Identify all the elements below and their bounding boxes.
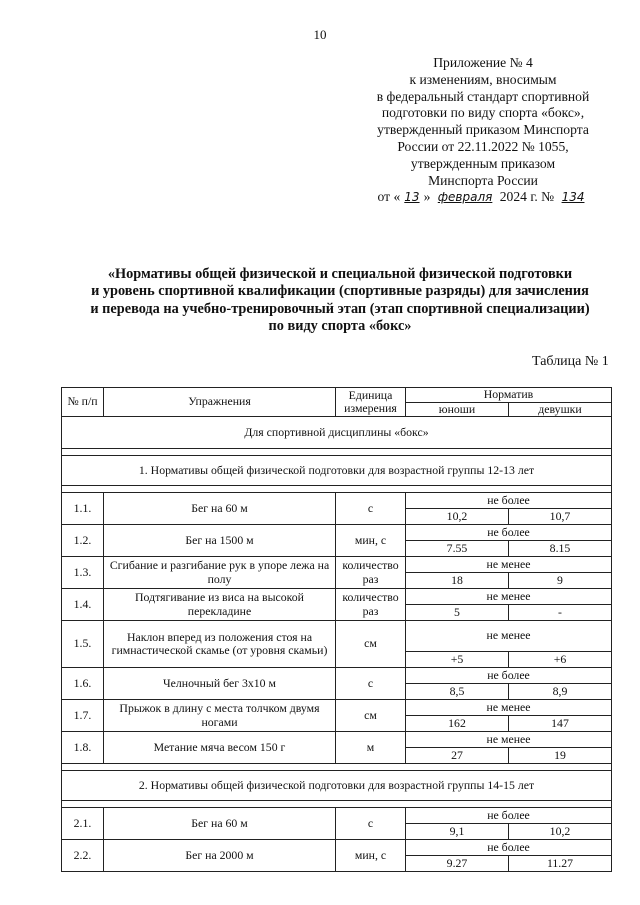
row-exercise: Прыжок в длину с места толчком двумя ногами: [104, 700, 336, 732]
spacer-cell: [62, 449, 612, 456]
row-boys-value: 162: [406, 716, 509, 732]
row-boys-value: 27: [406, 748, 509, 764]
row-girls-value: 8,9: [509, 684, 612, 700]
section-spacer: [62, 801, 612, 808]
row-condition: не менее: [406, 589, 612, 605]
spacer-cell: [62, 801, 612, 808]
row-girls-value: +6: [509, 652, 612, 668]
spacer-cell: [62, 764, 612, 771]
appendix-line: утвержденным приказом: [410, 155, 556, 171]
row-girls-value: 147: [509, 716, 612, 732]
row-girls-value: 9: [509, 573, 612, 589]
row-girls-value: 11.27: [509, 856, 612, 872]
title-line: и уровень спортивной квалификации (спортивные разряды) для зачисления: [91, 283, 589, 300]
table-row: [62, 668, 612, 684]
row-condition: не менее: [406, 621, 612, 652]
row-girls-value: 10,7: [509, 509, 612, 525]
row-number: 1.5.: [62, 621, 104, 668]
table-row: [62, 808, 612, 824]
appendix-line: в федеральный стандарт спортивной: [376, 88, 590, 104]
table-row: [62, 840, 612, 856]
row-exercise: Метание мяча весом 150 г: [104, 732, 336, 764]
row-exercise: Челночный бег 3x10 м: [104, 668, 336, 700]
section-title: 2. Нормативы общей физической подготовки для возрастной группы 14-15 лет: [62, 771, 612, 801]
row-unit: с: [336, 668, 406, 700]
row-girls-value: 8.15: [509, 541, 612, 557]
header-num: № п/п: [62, 388, 104, 417]
row-exercise: Бег на 2000 м: [104, 840, 336, 872]
discipline-title: Для спортивной дисциплины «бокс»: [62, 417, 612, 449]
table-row: [62, 557, 612, 573]
appendix-line: подготовки по виду спорта «бокс»,: [381, 105, 585, 121]
header-boys: юноши: [406, 402, 509, 417]
row-exercise: Наклон вперед из положения стоя на гимнастической скамье (от уровня скамьи): [104, 621, 336, 668]
appendix-line: Приложение № 4: [433, 55, 533, 70]
row-condition: не менее: [406, 700, 612, 716]
table-row: [62, 700, 612, 716]
row-unit: см: [336, 700, 406, 732]
table-row: [62, 621, 612, 652]
date-prefix: от «: [377, 189, 401, 205]
row-number: 2.2.: [62, 840, 104, 872]
date-mid: »: [423, 189, 431, 205]
appendix-line: утвержденный приказом Минспорта: [377, 122, 589, 138]
row-boys-value: 8,5: [406, 684, 509, 700]
row-boys-value: +5: [406, 652, 509, 668]
row-number: 1.8.: [62, 732, 104, 764]
row-number: 1.4.: [62, 589, 104, 621]
document-title: [60, 266, 620, 336]
appendix-line: России от 22.11.2022 № 1055,: [397, 138, 569, 154]
row-number: 1.3.: [62, 557, 104, 589]
norms-table: [61, 387, 612, 872]
header-girls: девушки: [509, 402, 612, 417]
title-line: «Нормативы общей физической и специальной физической подготовки: [107, 266, 573, 282]
header-exercise: Упражнения: [104, 388, 336, 417]
row-condition: не более: [406, 840, 612, 856]
row-exercise: Сгибание и разгибание рук в упоре лежа на полу: [104, 557, 336, 589]
title-line: и перевода на учебно-тренировочный этап (этап спортивной специализации): [90, 300, 590, 317]
row-condition: не менее: [406, 732, 612, 748]
row-condition: не более: [406, 668, 612, 684]
section-title: 1. Нормативы общей физической подготовки для возрастной группы 12-13 лет: [62, 456, 612, 486]
section-spacer: [62, 486, 612, 493]
table-row: [62, 493, 612, 509]
appendix-line: Минспорта России: [428, 172, 538, 188]
row-condition: не более: [406, 525, 612, 541]
section-title-row: [62, 771, 612, 801]
date-year: 2024 г. №: [499, 189, 555, 205]
table-number: Таблица № 1: [532, 354, 609, 369]
order-date-line: [352, 189, 614, 206]
row-exercise: Бег на 1500 м: [104, 525, 336, 557]
row-unit: количество раз: [336, 557, 406, 589]
handwritten-month: февраля: [437, 190, 493, 205]
appendix-block: [352, 55, 614, 206]
header-norm: Норматив: [406, 388, 612, 403]
row-exercise: Бег на 60 м: [104, 808, 336, 840]
row-number: 1.1.: [62, 493, 104, 525]
row-girls-value: 19: [509, 748, 612, 764]
row-boys-value: 18: [406, 573, 509, 589]
row-unit: см: [336, 621, 406, 668]
row-number: 1.6.: [62, 668, 104, 700]
row-boys-value: 5: [406, 605, 509, 621]
table-row: [62, 589, 612, 605]
spacer-cell: [62, 486, 612, 493]
row-girls-value: 10,2: [509, 824, 612, 840]
row-boys-value: 10,2: [406, 509, 509, 525]
row-number: 2.1.: [62, 808, 104, 840]
table-header-row: [62, 388, 612, 403]
row-boys-value: 7.55: [406, 541, 509, 557]
row-unit: с: [336, 493, 406, 525]
row-condition: не более: [406, 493, 612, 509]
appendix-line: к изменениям, вносимым: [409, 71, 557, 87]
row-condition: не менее: [406, 557, 612, 573]
section-spacer: [62, 764, 612, 771]
section-spacer: [62, 449, 612, 456]
row-number: 1.7.: [62, 700, 104, 732]
discipline-row: [62, 417, 612, 449]
handwritten-number: 134: [561, 190, 585, 205]
header-unit: Единица измерения: [336, 388, 406, 417]
row-unit: количество раз: [336, 589, 406, 621]
row-unit: мин, с: [336, 840, 406, 872]
page-number: 10: [313, 27, 327, 42]
table-row: [62, 525, 612, 541]
row-exercise: Подтягивание из виса на высокой перекладине: [104, 589, 336, 621]
row-unit: с: [336, 808, 406, 840]
row-girls-value: -: [509, 605, 612, 621]
section-title-row: [62, 456, 612, 486]
title-line: по виду спорта «бокс»: [268, 318, 412, 335]
row-boys-value: 9.27: [406, 856, 509, 872]
row-boys-value: 9,1: [406, 824, 509, 840]
row-number: 1.2.: [62, 525, 104, 557]
row-unit: мин, с: [336, 525, 406, 557]
row-exercise: Бег на 60 м: [104, 493, 336, 525]
table-row: [62, 732, 612, 748]
row-unit: м: [336, 732, 406, 764]
handwritten-day: 13: [404, 190, 420, 205]
row-condition: не более: [406, 808, 612, 824]
